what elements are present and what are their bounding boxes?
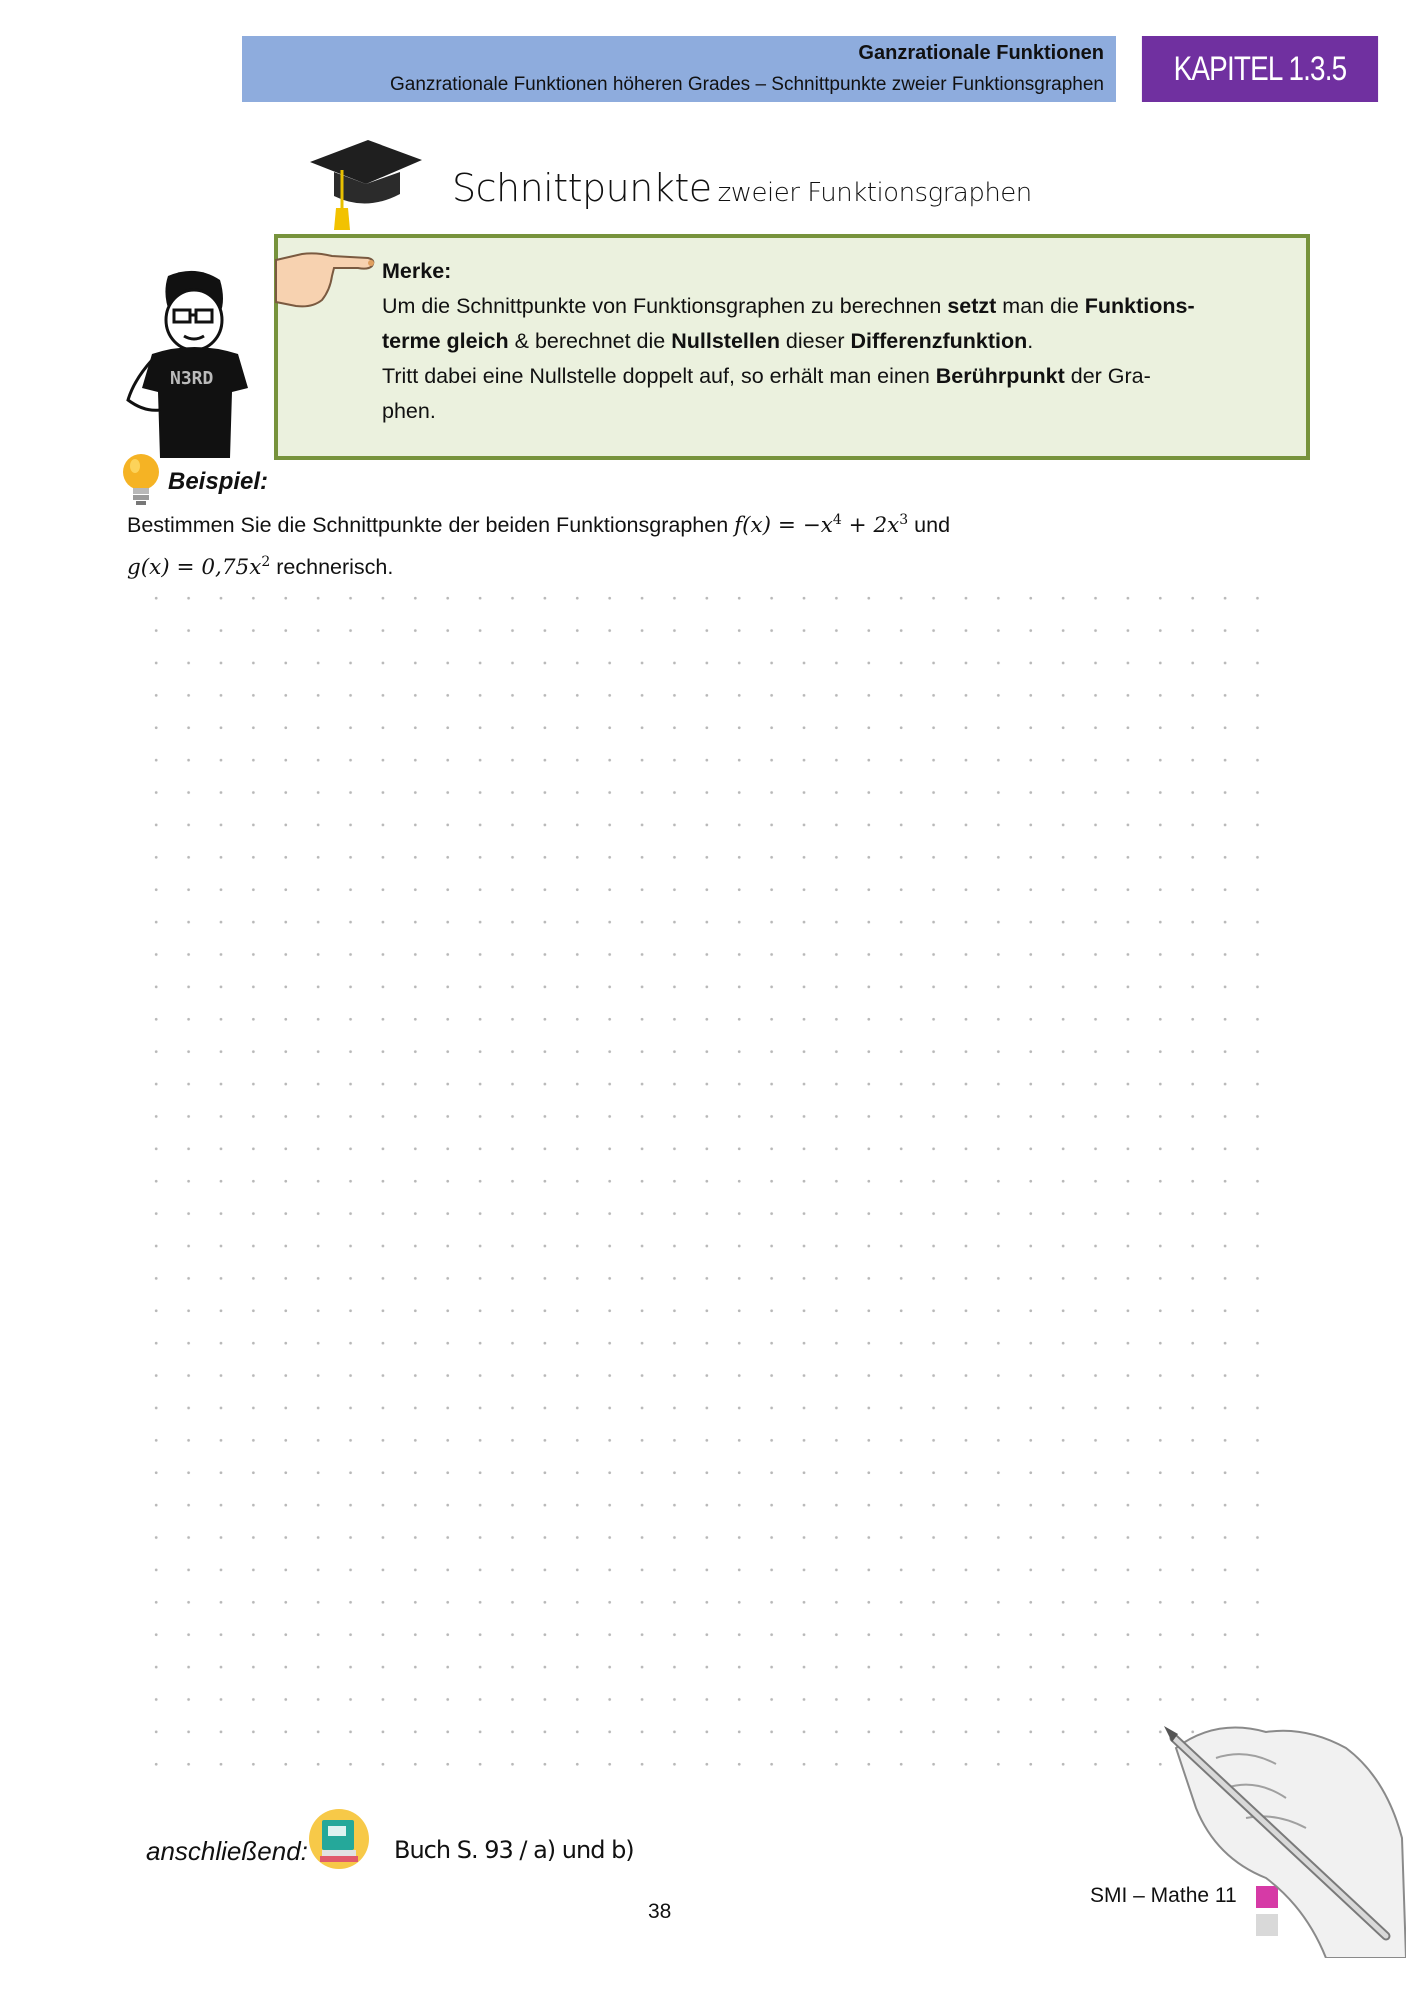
nerd-shirt-text: N3RD: [170, 368, 214, 389]
header-title: Ganzrationale Funktionen: [858, 42, 1104, 64]
anschliessend-label: anschließend:: [146, 1836, 308, 1866]
math-exponent: 4: [832, 512, 842, 528]
header-subtitle: Ganzrationale Funktionen höheren Grades – Schnittpunkte zweier Funktionsgraphen: [390, 74, 1104, 95]
dot-grid-writing-area[interactable]: [140, 582, 1280, 1772]
merke-label: Merke:: [382, 259, 452, 283]
mortarboard-icon: [306, 132, 426, 232]
pointing-hand-icon: [272, 246, 382, 312]
merke-bold-run: setzt: [947, 294, 997, 318]
merke-text-run: dieser: [779, 329, 851, 353]
merke-text-run: phen.: [382, 399, 436, 423]
beispiel-text-run: Bestimmen Sie die Schnittpunkte der beiden Funktionsgraphen: [127, 513, 735, 538]
beispiel-label: Beispiel:: [168, 468, 269, 495]
merke-text: [382, 254, 1282, 429]
merke-text-run: & berechnet die: [508, 329, 672, 353]
page-number: 38: [648, 1900, 672, 1923]
page-title: [452, 166, 1032, 210]
merke-text-run: Um die Schnittpunkte von Funktionsgraphen zu berechnen: [382, 294, 948, 318]
math-run: + 2x: [841, 513, 900, 539]
merke-bold-run: Differenzfunktion: [850, 329, 1028, 353]
merke-bold-run: terme gleich: [382, 329, 509, 353]
book-reference: Buch S. 93 / a) und b): [394, 1836, 634, 1864]
merke-bold-run: Berührpunkt: [935, 364, 1065, 388]
merke-text-run: der Gra-: [1064, 364, 1151, 388]
merke-text-run: Tritt dabei eine Nullstelle doppelt auf, so erhält man einen: [382, 364, 936, 388]
merke-bold-run: Funktions-: [1084, 294, 1195, 318]
beispiel-text-run: und: [908, 513, 951, 538]
math-run: g(x) = 0,75x: [127, 555, 262, 581]
math-run: f(x) = −x: [734, 513, 833, 539]
page-title-main: Schnittpunkte: [452, 166, 712, 210]
merke-box: [274, 234, 1310, 460]
beispiel-text-run: rechnerisch.: [270, 555, 394, 580]
math-exponent: 2: [261, 554, 271, 571]
lightbulb-icon: [118, 452, 164, 508]
book-icon: [308, 1808, 370, 1870]
page-title-sub: zweier Funktionsgraphen: [717, 178, 1032, 208]
footer-brand: SMI – Mathe 11: [1090, 1884, 1237, 1907]
merke-text-run: man die: [996, 294, 1085, 318]
pencil-hand-illustration: [1156, 1708, 1406, 1958]
math-g: [127, 555, 270, 580]
chapter-badge: KAPITEL 1.3.5: [1142, 36, 1378, 102]
nerd-illustration: [124, 270, 274, 460]
header-band: [242, 36, 1116, 102]
merke-text-run: .: [1027, 329, 1034, 353]
math-f: [734, 513, 908, 538]
merke-bold-run: Nullstellen: [671, 329, 780, 353]
math-exponent: 3: [899, 512, 909, 528]
beispiel-text: [127, 502, 1127, 586]
